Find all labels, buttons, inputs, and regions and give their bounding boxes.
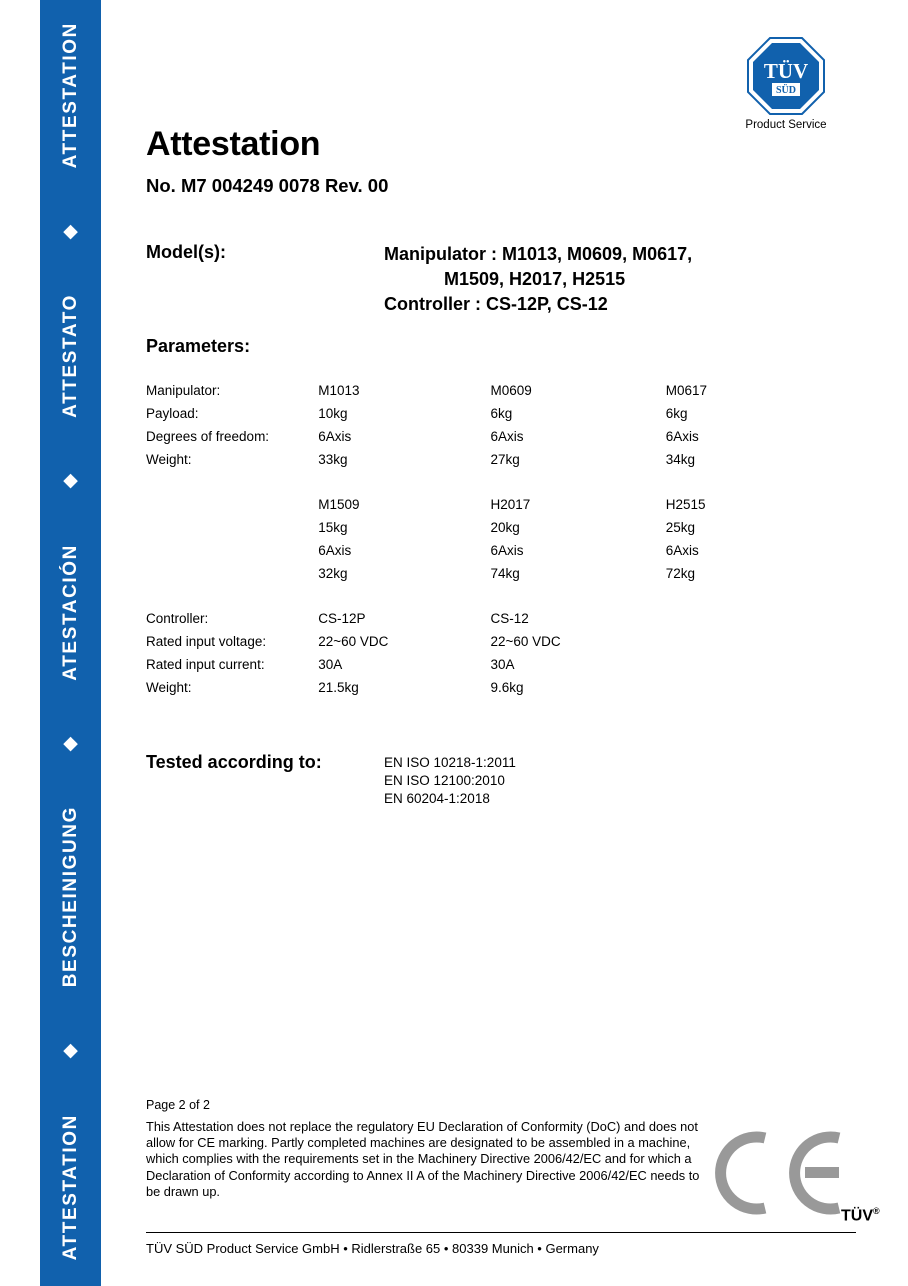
tuv-mark-text: TÜV [841, 1207, 873, 1225]
row-value-a: M1509 [318, 497, 360, 512]
row-value-a: 6Axis [318, 429, 352, 444]
row-label: Rated input voltage: [146, 634, 267, 649]
page-title: Attestation [146, 125, 321, 163]
row-label [146, 539, 318, 562]
models-line-controller: Controller : CS-12P, CS-12 [384, 294, 608, 314]
row-value-b: 6Axis [490, 429, 524, 444]
company-address: TÜV SÜD Product Service GmbH • Ridlerstraße 65 • 80339 Munich • Germany [146, 1241, 599, 1256]
row-value-c: 72kg [665, 566, 695, 581]
standard-item: EN 60204-1:2018 [384, 791, 490, 806]
table-row [146, 676, 846, 699]
row-value-c: 25kg [665, 520, 695, 535]
tested-according-to-label: Tested according to: [146, 752, 322, 772]
table-row [146, 493, 846, 516]
sidebar-item-attestation-en: ATTESTATION [60, 22, 81, 169]
row-value-a: CS-12P [318, 611, 366, 626]
models-line-manipulator-1: Manipulator : M1013, M0609, M0617, [384, 244, 693, 264]
models-values [384, 242, 692, 317]
table-row [146, 425, 846, 448]
row-value-b: 22~60 VDC [490, 634, 561, 649]
sidebar-item-attestato-it: ATTESTATO [60, 294, 81, 419]
sidebar-item-bescheinigung-de: BESCHEINIGUNG [60, 806, 81, 988]
logo-caption: Product Service [745, 119, 827, 131]
row-value-c: 6kg [665, 406, 688, 421]
tuv-sud-logo [721, 37, 851, 131]
language-sidebar [40, 0, 101, 1286]
row-value-a: M1013 [318, 383, 360, 398]
table-row [146, 379, 846, 402]
models-line-manipulator-2: M1509, H2017, H2515 [444, 269, 626, 289]
row-value-a: 15kg [318, 520, 348, 535]
diamond-icon: ◆ [63, 1040, 78, 1062]
row-value-c [666, 653, 846, 676]
row-value-b: 6Axis [490, 543, 524, 558]
row-value-c [666, 676, 846, 699]
diamond-icon: ◆ [63, 733, 78, 754]
row-value-c: H2515 [665, 497, 706, 512]
sidebar-item-attestation-fr: ATTESTATION [60, 1113, 81, 1260]
row-value-c [666, 630, 846, 653]
document-content [101, 0, 908, 1286]
tuv-registered-mark [841, 1206, 880, 1225]
row-value-b: 74kg [490, 566, 520, 581]
page-number: Page 2 of 2 [146, 1098, 210, 1112]
table-row [146, 630, 846, 653]
row-label: Payload: [146, 406, 199, 421]
tuv-octagon-icon [747, 37, 825, 115]
row-value-a: 10kg [318, 406, 348, 421]
standard-item: EN ISO 10218-1:2011 [384, 755, 516, 770]
parameters-table [146, 379, 846, 699]
ce-mark-icon [713, 1128, 843, 1218]
standard-item: EN ISO 12100:2010 [384, 773, 505, 788]
diamond-icon: ◆ [63, 220, 78, 242]
row-value-b: H2017 [490, 497, 531, 512]
row-label: Weight: [146, 680, 192, 695]
row-value-a: 21.5kg [318, 680, 359, 695]
row-value-b: 30A [490, 657, 515, 672]
row-label [146, 516, 318, 539]
row-value-b: 20kg [490, 520, 520, 535]
row-label [146, 562, 318, 585]
footer-divider [146, 1232, 856, 1233]
sidebar-item-atestacion-es: ATESTACIÓN [60, 543, 81, 681]
row-value-b: 9.6kg [490, 680, 524, 695]
table-spacer [146, 471, 846, 493]
models-label: Model(s): [146, 242, 226, 262]
parameters-heading: Parameters: [146, 336, 251, 356]
row-label: Rated input current: [146, 657, 265, 672]
svg-text:TÜV: TÜV [763, 59, 809, 83]
row-value-b: M0609 [490, 383, 532, 398]
table-row [146, 448, 846, 471]
row-value-c: 6Axis [665, 543, 699, 558]
row-value-b: 6kg [490, 406, 513, 421]
diamond-icon: ◆ [63, 470, 78, 492]
row-value-c [666, 607, 846, 630]
row-label: Weight: [146, 452, 192, 467]
row-label: Degrees of freedom: [146, 429, 270, 444]
row-value-c: 34kg [665, 452, 695, 467]
disclaimer-text: This Attestation does not replace the regulatory EU Declaration of Conformity (DoC) and does not allow for CE marking. Partly completed machines are designated to be assembled in a machine, which complies with the requirements set in the Machinery Directive 2006/42/EC and for which a Declaration of Conformity according to Annex II A of the Machinery Directive 2006/42/EC needs to be drawn up. [146, 1119, 700, 1199]
row-value-a: 6Axis [318, 543, 352, 558]
table-row [146, 516, 846, 539]
tested-standards-list [384, 754, 516, 808]
row-value-a: 32kg [318, 566, 348, 581]
table-row [146, 653, 846, 676]
row-value-c: M0617 [665, 383, 707, 398]
row-label: Controller: [146, 611, 209, 626]
row-value-b: 27kg [490, 452, 520, 467]
row-value-c: 6Axis [665, 429, 699, 444]
row-label: Manipulator: [146, 383, 221, 398]
sidebar-stack [40, 0, 101, 1286]
row-value-b: CS-12 [490, 611, 529, 626]
table-spacer [146, 585, 846, 607]
table-row [146, 539, 846, 562]
table-row [146, 562, 846, 585]
registered-icon: ® [873, 1206, 880, 1216]
row-value-a: 22~60 VDC [318, 634, 389, 649]
document-number: No. M7 004249 0078 Rev. 00 [146, 175, 389, 196]
table-row [146, 607, 846, 630]
row-label [146, 493, 318, 516]
row-value-a: 33kg [318, 452, 348, 467]
table-row [146, 402, 846, 425]
row-value-a: 30A [318, 657, 343, 672]
svg-text:SÜD: SÜD [775, 85, 797, 96]
